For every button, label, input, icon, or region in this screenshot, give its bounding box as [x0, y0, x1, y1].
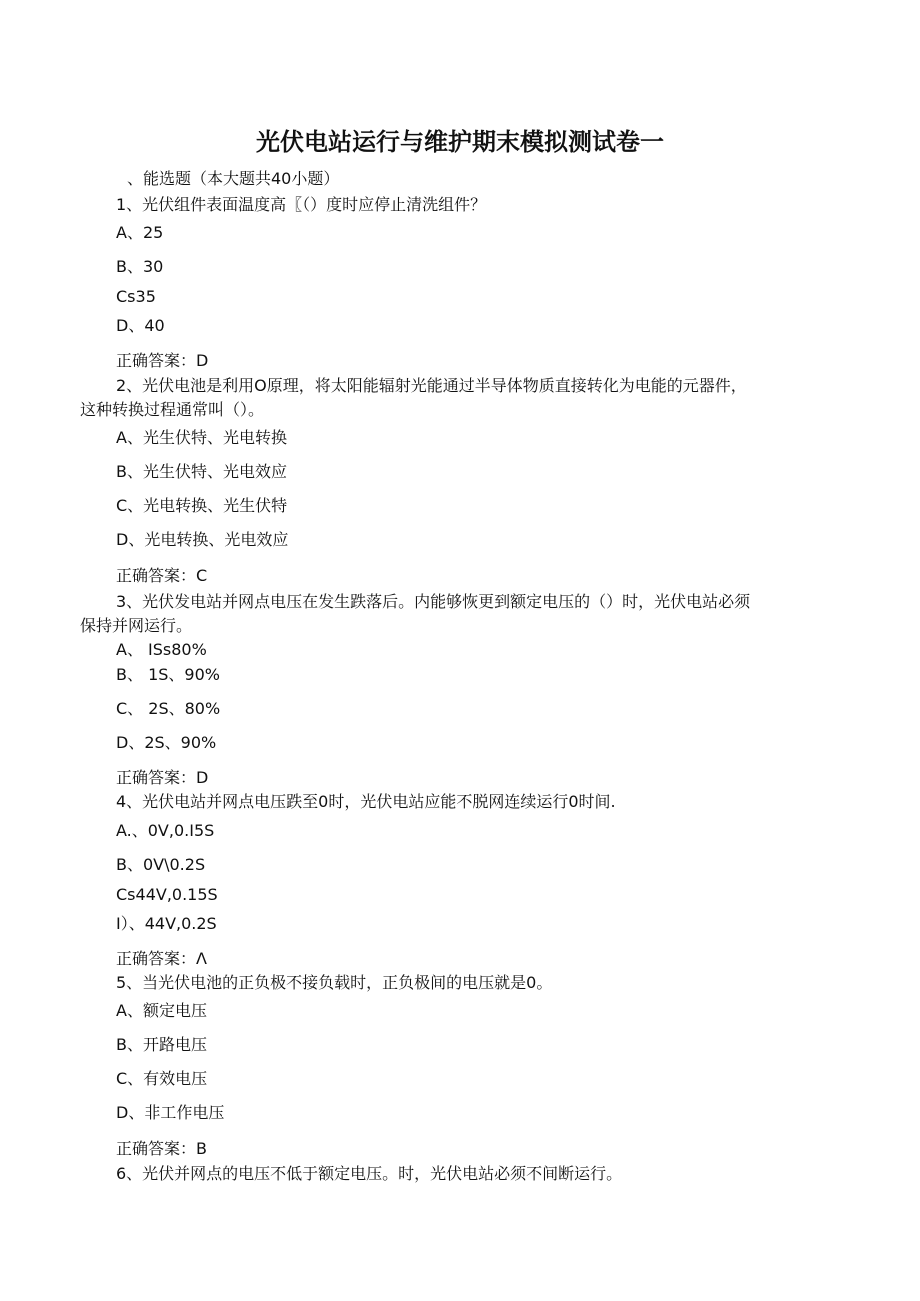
- question-5-option-a: A、额定电压: [116, 1001, 207, 1020]
- question-5-answer: 正确答案：B: [116, 1139, 207, 1158]
- question-6-stem: 6、光伏并网点的电压不低于额定电压。时，光伏电站必须不间断运行。: [116, 1164, 623, 1183]
- question-2-stem-line1: 2、光伏电池是利用O原理，将太阳能辐射光能通过半导体物质直接转化为电能的元器件，: [116, 376, 747, 395]
- question-4-option-d: I）、44V,0.2S: [116, 914, 217, 933]
- question-2-option-d: D、光电转换、光电效应: [116, 530, 289, 549]
- question-1-option-b: B、30: [116, 257, 164, 276]
- question-5-option-b: B、开路电压: [116, 1035, 207, 1054]
- question-4-option-b: B、0V\0.2S: [116, 855, 206, 874]
- question-3-stem-line1: 3、光伏发电站并网点电压在发生跌落后。内能够恢更到额定电压的（）时，光伏电站必须: [116, 592, 751, 611]
- question-1-option-a: A、25: [116, 223, 164, 242]
- question-5-stem: 5、当光伏电池的正负极不接负载时，正负极间的电压就是0。: [116, 973, 553, 992]
- question-2-answer: 正确答案：C: [116, 566, 208, 585]
- question-3-option-d: D、2S、90%: [116, 733, 217, 752]
- question-2-option-b: B、光生伏特、光电效应: [116, 462, 287, 481]
- question-3-option-c: C、 2S、80%: [116, 699, 221, 718]
- question-5-option-d: D、非工作电压: [116, 1103, 225, 1122]
- question-3-answer: 正确答案：D: [116, 768, 209, 787]
- question-4-stem: 4、光伏电站并网点电压跌至0时，光伏电站应能不脱网连续运行0时间.: [116, 792, 616, 811]
- document-title: 光伏电站运行与维护期末模拟测试卷一: [256, 128, 664, 156]
- question-1-stem: 1、光伏组件表面温度高〖（）度时应停止清洗组件？: [116, 195, 487, 214]
- question-3-stem-line2: 保持并网运行。: [80, 616, 193, 635]
- question-4-answer: 正确答案：Λ: [116, 949, 207, 968]
- question-1-answer: 正确答案：D: [116, 351, 209, 370]
- question-3-option-a: A、 ISs80%: [116, 640, 207, 659]
- question-4-option-c: Cs44V,0.15S: [116, 885, 218, 904]
- question-1-option-c: Cs35: [116, 287, 156, 306]
- question-5-option-c: C、有效电压: [116, 1069, 208, 1088]
- question-2-option-c: C、光电转换、光生伏特: [116, 496, 288, 515]
- question-2-option-a: A、光生伏特、光电转换: [116, 428, 287, 447]
- question-2-stem-line2: 这种转换过程通常叫（）。: [80, 400, 265, 419]
- question-4-option-a: A.、0V,0.I5S: [116, 821, 215, 840]
- section-heading: 、能选题（本大题共40小题）: [127, 169, 340, 188]
- question-1-option-d: D、40: [116, 316, 165, 335]
- question-3-option-b: B、 1S、90%: [116, 665, 220, 684]
